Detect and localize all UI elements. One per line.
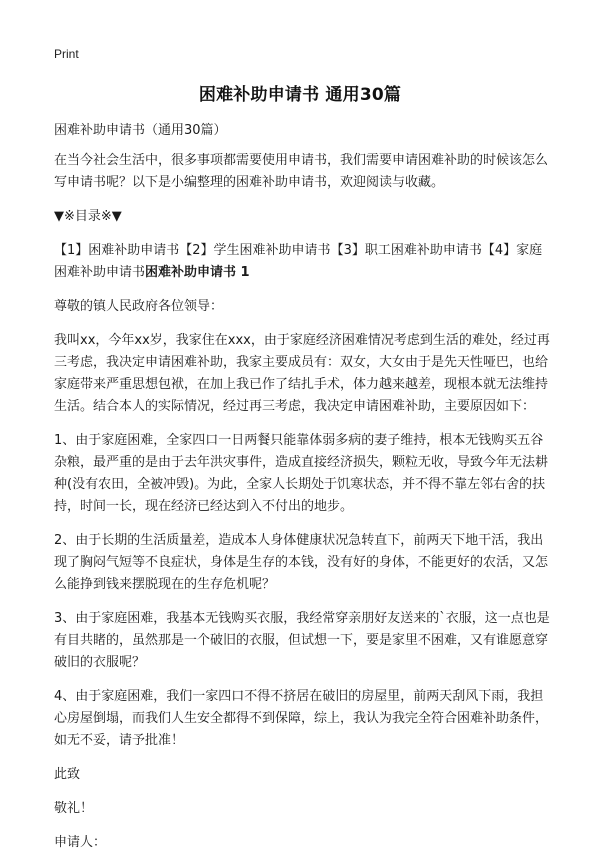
toc-link-4[interactable]: 【4】家庭困难补助申请书	[54, 243, 543, 280]
page-title: 困难补助申请书 通用30篇	[198, 85, 402, 105]
section-title: 困难补助申请书 1	[145, 265, 250, 280]
toc-link-2[interactable]: 【2】学生困难补助申请书	[179, 243, 331, 258]
closing-line-2: 敬礼！	[54, 801, 94, 816]
closing-line-1: 此致	[54, 767, 81, 782]
document-subtitle: 困难补助申请书（通用30篇）	[54, 123, 227, 138]
body-paragraph-3: 2、由于长期的生活质量差，造成本人身体健康状况急转直下，前两天下地干活，我出现了胸闷气短等不良症状，身体是生存的本钱，没有好的身体，不能更好的农活，又怎么能挣到钱来摆脱现在的生存危机呢？	[54, 533, 549, 592]
body-paragraph-4: 3、由于家庭困难，我基本无钱购买衣服，我经常穿亲朋好友送来的`衣服，这一点也是有目共睹的，虽然那是一个破旧的衣服，但试想一下，要是家里不困难，又有谁愿意穿破旧的衣服呢？	[54, 611, 550, 670]
body-paragraph-1: 我叫xx，今年xx岁，我家住在xxx，由于家庭经济困难情况考虑到生活的难处，经过再三考虑，我决定申请困难补助，我家主要成员有：双女，大女由于是先天性哑巴，也给家庭带来严重思想包袱，在加上我已作了结扎手术，体力越来越差，现根本就无法维持生活。结合本人的实际情况，经过再三考虑，我决定申请困难补助，主要原因如下：	[54, 333, 550, 414]
toc-link-1[interactable]: 【1】困难补助申请书	[54, 243, 180, 258]
body-paragraph-2: 1、由于家庭困难，全家四口一日两餐只能靠体弱多病的妻子维持，根本无钱购买五谷杂粮，最严重的是由于去年洪灾事件，造成直接经济损失，颗粒无收，导致今年无法耕种(没有农田，全被冲毁)。为此，全家人长期处于饥寒状态，并不得不靠左邻右舍的扶持，时间一长，现在经济已经达到入不付出的地步。	[54, 433, 549, 514]
applicant-line: 申请人：	[54, 835, 107, 850]
toc-heading: ▼※目录※▼	[54, 209, 122, 224]
table-of-contents	[54, 240, 550, 284]
toc-link-3[interactable]: 【3】职工困难补助申请书	[330, 243, 482, 258]
document-body	[54, 120, 550, 854]
print-link[interactable]: Print	[54, 47, 79, 61]
intro-paragraph: 在当今社会生活中，很多事项都需要使用申请书，我们需要申请困难补助的时候该怎么写申请书呢？以下是小编整理的困难补助申请书，欢迎阅读与收藏。	[54, 153, 549, 190]
salutation: 尊敬的镇人民政府各位领导：	[54, 299, 224, 314]
body-paragraph-5: 4、由于家庭困难，我们一家四口不得不挤居在破旧的房屋里，前两天刮风下雨，我担心房屋倒塌，而我们人生安全都得不到保障，综上，我认为我完全符合困难补助条件，如无不妥，请予批准！	[54, 689, 549, 748]
